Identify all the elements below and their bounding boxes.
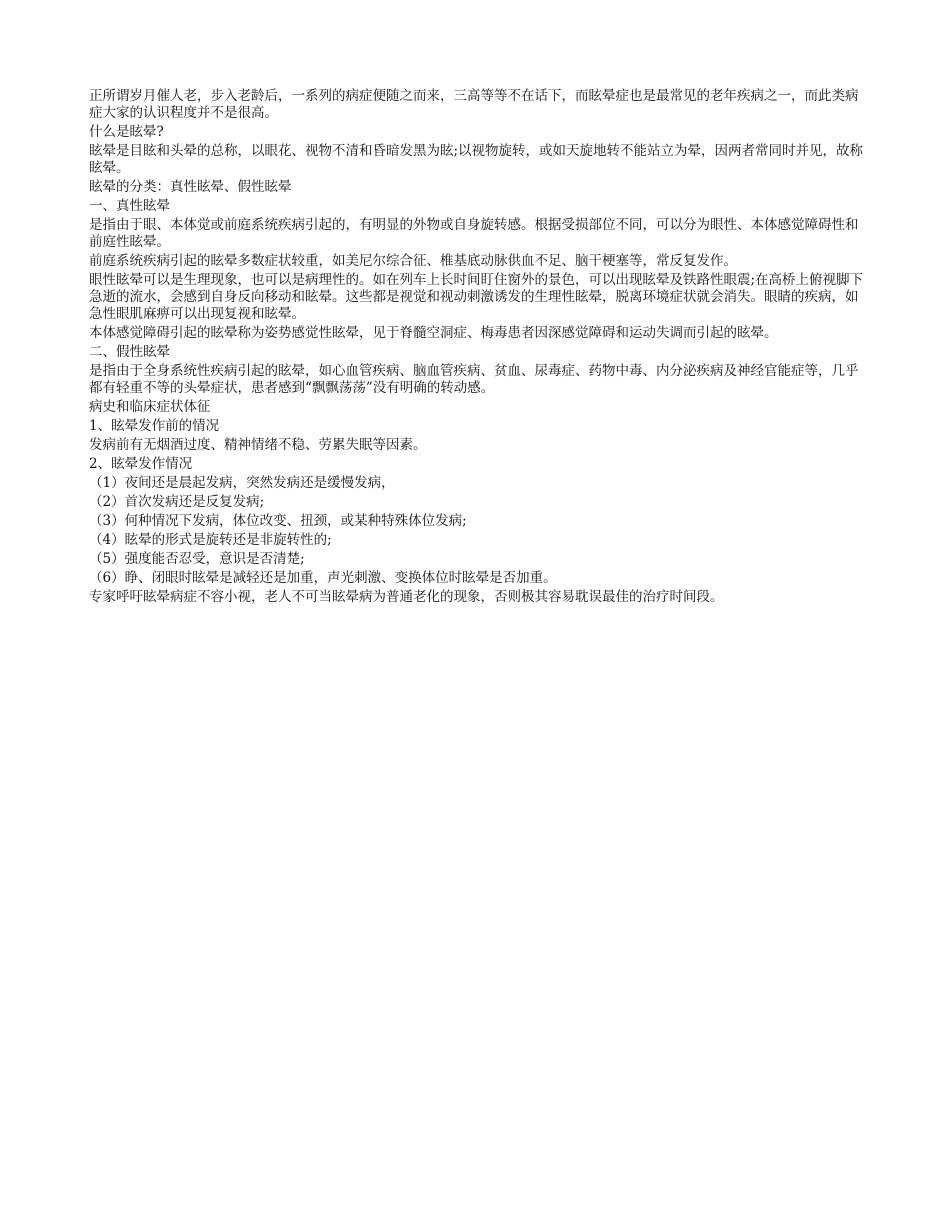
paragraph-before-attack: 发病前有无烟酒过度、精神情绪不稳、劳累失眠等因素。 — [89, 437, 427, 453]
heading-classification: 眩晕的分类：真性眩晕、假性眩晕 — [89, 179, 292, 195]
paragraph-proprioceptive: 本体感觉障碍引起的眩晕称为姿势感觉性眩晕，见于脊髓空洞症、梅毒患者因深感觉障碍和运动失调而引起的眩晕。 — [89, 325, 778, 341]
paragraph-intro: 正所谓岁月催人老，步入老龄后，一系列的病症便随之而来，三高等等不在话下，而眩晕症也是最常见的老年疾病之一，而此类病症大家的认识程度并不是很高。 — [89, 88, 859, 121]
paragraph-definition: 眩晕是目眩和头晕的总称，以眼花、视物不清和昏暗发黑为眩;以视物旋转，或如天旋地转不能站立为晕，因两者常同时并见，故称眩晕。 — [89, 143, 864, 176]
heading-what-is-vertigo: 什么是眩晕? — [89, 124, 164, 140]
paragraph-true-vertigo: 是指由于眼、本体觉或前庭系统疾病引起的，有明显的外物或自身旋转感。根据受损部位不同，可以分为眼性、本体感觉障碍性和前庭性眩晕。 — [89, 217, 859, 250]
heading-true-vertigo: 一、真性眩晕 — [89, 198, 170, 214]
heading-attack-situation: 2、眩晕发作情况 — [89, 456, 193, 472]
list-item: （2）首次发病还是反复发病; — [89, 494, 265, 510]
list-item: （5）强度能否忍受，意识是否清楚; — [89, 551, 305, 567]
paragraph-false-vertigo: 是指由于全身系统性疾病引起的眩晕，如心血管疾病、脑血管疾病、贫血、尿毒症、药物中毒、内分泌疾病及神经官能症等，几乎都有轻重不等的头晕症状，患者感到“飘飘荡荡”没有明确的转动感。 — [89, 363, 859, 396]
heading-false-vertigo: 二、假性眩晕 — [89, 344, 170, 360]
list-item: （3）何种情况下发病，体位改变、扭颈，或某种特殊体位发病; — [89, 513, 467, 529]
paragraph-conclusion: 专家呼吁眩晕病症不容小视，老人不可当眩晕病为普通老化的现象，否则极其容易耽误最佳的治疗时间段。 — [89, 589, 724, 605]
paragraph-vestibular: 前庭系统疾病引起的眩晕多数症状较重，如美尼尔综合征、椎基底动脉供血不足、脑干梗塞等，常反复发作。 — [89, 253, 737, 269]
list-item: （6）睁、闭眼时眩晕是减轻还是加重，声光刺激、变换体位时眩晕是否加重。 — [89, 570, 557, 586]
paragraph-ocular: 眼性眩晕可以是生理现象，也可以是病理性的。如在列车上长时间盯住窗外的景色，可以出现眩晕及铁路性眼震;在高桥上俯视脚下急逝的流水，会感到自身反向移动和眩晕。这些都是视觉和视动刺激诱发的生理性眩晕，脱离环境症状就会消失。眼睛的疾病，如急性眼肌麻痹可以出现复视和眩晕。 — [89, 272, 864, 322]
heading-before-attack: 1、眩晕发作前的情况 — [89, 418, 220, 434]
list-item: （4）眩晕的形式是旋转还是非旋转性的; — [89, 532, 332, 548]
heading-history-symptoms: 病史和临床症状体征 — [89, 399, 211, 415]
document-body — [89, 88, 864, 608]
list-item: （1）夜间还是晨起发病，突然发病还是缓慢发病， — [89, 475, 395, 491]
